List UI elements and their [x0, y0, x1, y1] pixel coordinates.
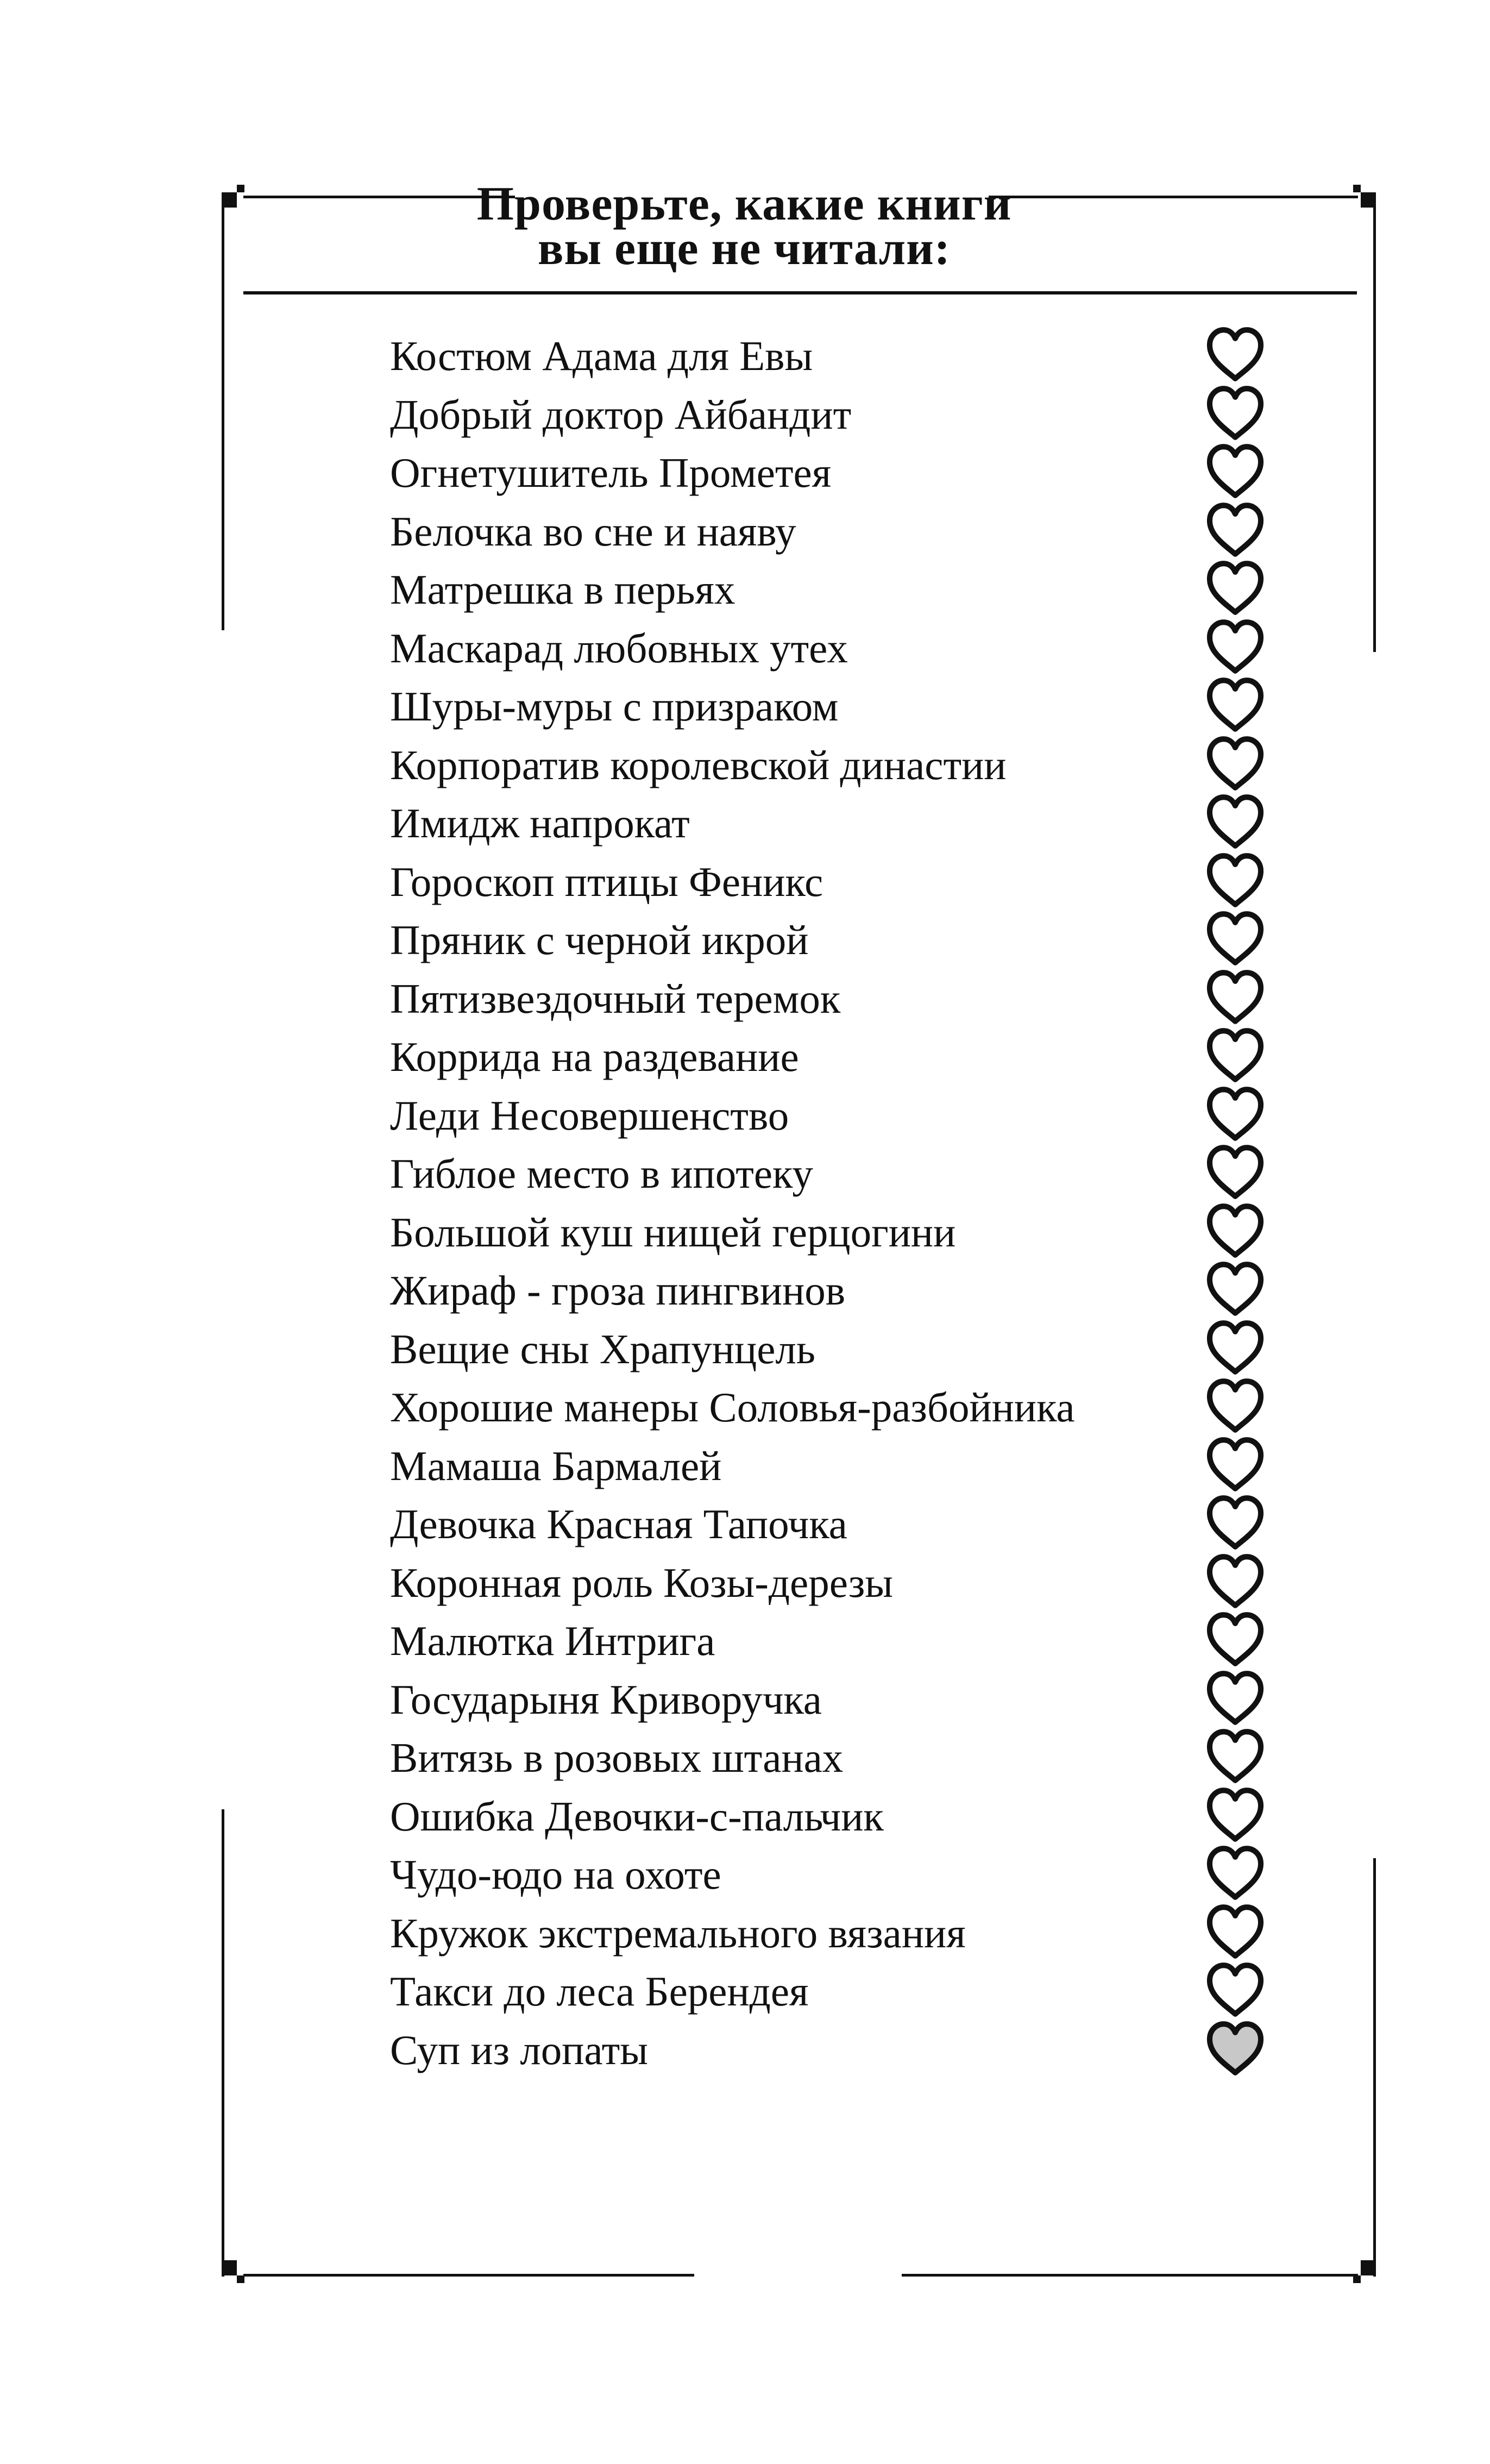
heart-outline-icon[interactable]	[1205, 559, 1266, 617]
heart-outline-icon[interactable]	[1205, 1084, 1266, 1143]
book-title: Пряник с черной икрой	[390, 917, 809, 963]
book-title: Малютка Интрига	[390, 1617, 715, 1664]
frame-corner-bottom-left-step	[237, 2275, 244, 2283]
heart-outline-icon[interactable]	[1205, 1727, 1266, 1785]
frame-corner-bottom-right	[1361, 2260, 1376, 2275]
heart-outline-icon[interactable]	[1205, 1610, 1266, 1669]
book-title: Государыня Криворучка	[390, 1676, 822, 1723]
book-title: Чудо-юдо на охоте	[390, 1851, 721, 1898]
book-title: Суп из лопаты	[390, 2026, 648, 2073]
heart-outline-icon[interactable]	[1205, 1143, 1266, 1201]
page-title	[228, 178, 1260, 275]
heart-outline-icon[interactable]	[1205, 1259, 1266, 1318]
book-row	[390, 1377, 1422, 1436]
frame-corner-bottom-left	[222, 2260, 237, 2275]
book-title: Хорошие манеры Соловья-разбойника	[390, 1384, 1075, 1431]
heart-outline-icon[interactable]	[1205, 1026, 1266, 1084]
book-row	[390, 1202, 1422, 1261]
book-title: Такси до леса Берендея	[390, 1968, 809, 2015]
heart-outline-icon[interactable]	[1205, 500, 1266, 559]
book-row	[390, 560, 1422, 618]
heart-outline-icon[interactable]	[1205, 1318, 1266, 1377]
book-row	[390, 910, 1422, 969]
frame-corner-top-right-step	[1353, 185, 1361, 192]
book-row	[390, 501, 1422, 560]
heart-outline-icon[interactable]	[1205, 325, 1266, 384]
book-title: Белочка во сне и наяву	[390, 507, 796, 555]
heart-outline-icon[interactable]	[1205, 617, 1266, 676]
heart-filled-icon[interactable]	[1205, 2019, 1266, 2078]
book-row	[390, 793, 1422, 852]
book-title: Гороскоп птицы Феникс	[390, 858, 823, 905]
heart-outline-icon[interactable]	[1205, 851, 1266, 910]
book-row	[390, 1903, 1422, 1962]
heart-outline-icon[interactable]	[1205, 1960, 1266, 2019]
book-row	[390, 1845, 1422, 1903]
book-title: Корпоратив королевской династии	[390, 741, 1007, 788]
heart-outline-icon[interactable]	[1205, 442, 1266, 500]
heart-outline-icon[interactable]	[1205, 792, 1266, 851]
frame-left-bottom-line	[222, 1809, 224, 2277]
book-title: Большой куш нищей герцогини	[390, 1208, 956, 1256]
book-row	[390, 1553, 1422, 1612]
book-row	[390, 969, 1422, 1027]
book-row	[390, 443, 1422, 501]
book-title: Матрешка в перьях	[390, 566, 735, 613]
book-row	[390, 1086, 1422, 1144]
heart-outline-icon[interactable]	[1205, 968, 1266, 1026]
book-title: Мамаша Бармалей	[390, 1442, 722, 1489]
frame-bottom-left-line	[243, 2274, 694, 2277]
book-row	[390, 1027, 1422, 1086]
frame-left-top-line	[222, 196, 224, 630]
book-row	[390, 735, 1422, 794]
book-title: Пятизвездочный теремок	[390, 975, 841, 1022]
book-title: Девочка Красная Тапочка	[390, 1501, 847, 1547]
book-title: Кружок экстремального вязания	[390, 1909, 966, 1957]
book-row	[390, 1436, 1422, 1495]
book-title: Коррида на раздевание	[390, 1033, 799, 1080]
page-title-line-1: Проверьте, какие книги	[476, 178, 1012, 230]
heart-outline-icon[interactable]	[1205, 1844, 1266, 1902]
heart-outline-icon[interactable]	[1205, 909, 1266, 968]
heart-outline-icon[interactable]	[1205, 1902, 1266, 1961]
frame-bottom-right-line	[902, 2274, 1358, 2277]
book-title: Костюм Адама для Евы	[390, 333, 813, 379]
heart-outline-icon[interactable]	[1205, 1493, 1266, 1552]
frame-corner-bottom-right-step	[1353, 2275, 1361, 2283]
book-title: Витязь в розовых штанах	[390, 1734, 844, 1781]
book-row	[390, 1961, 1422, 2020]
book-row	[390, 1728, 1422, 1786]
book-row	[390, 1670, 1422, 1728]
book-title: Шуры-муры с призраком	[390, 683, 839, 730]
book-row	[390, 676, 1422, 735]
book-row	[390, 1319, 1422, 1378]
book-title: Огнетушитель Прометея	[390, 449, 832, 496]
book-row	[390, 1494, 1422, 1553]
heart-outline-icon[interactable]	[1205, 734, 1266, 793]
heart-outline-icon[interactable]	[1205, 1669, 1266, 1727]
heart-outline-icon[interactable]	[1205, 1785, 1266, 1844]
book-row	[390, 1786, 1422, 1845]
heart-outline-icon[interactable]	[1205, 384, 1266, 442]
book-title: Маскарад любовных утех	[390, 624, 848, 672]
book-title: Ошибка Девочки-с-пальчик	[390, 1792, 884, 1840]
book-row	[390, 1261, 1422, 1319]
book-title: Гиблое место в ипотеку	[390, 1150, 813, 1197]
heart-outline-icon[interactable]	[1205, 1376, 1266, 1435]
book-row	[390, 385, 1422, 443]
book-title: Леди Несовершенство	[390, 1092, 789, 1139]
book-row	[390, 852, 1422, 911]
heart-outline-icon[interactable]	[1205, 1201, 1266, 1260]
heart-outline-icon[interactable]	[1205, 1552, 1266, 1610]
book-title: Добрый доктор Айбандит	[390, 391, 852, 438]
book-title: Жираф - гроза пингвинов	[390, 1267, 846, 1314]
book-row	[390, 326, 1422, 385]
book-row	[390, 1144, 1422, 1202]
heart-outline-icon[interactable]	[1205, 1435, 1266, 1494]
book-title: Вещие сны Храпунцель	[390, 1325, 815, 1372]
book-title: Коронная роль Козы-дерезы	[390, 1559, 893, 1606]
title-divider	[243, 291, 1357, 294]
heart-outline-icon[interactable]	[1205, 675, 1266, 734]
book-row	[390, 2020, 1422, 2079]
book-checklist	[390, 326, 1422, 2078]
book-row	[390, 618, 1422, 677]
book-title: Имидж напрокат	[390, 800, 690, 847]
frame-corner-top-right	[1361, 192, 1376, 208]
book-row	[390, 1611, 1422, 1670]
page-title-line-2: вы еще не читали:	[537, 222, 951, 275]
